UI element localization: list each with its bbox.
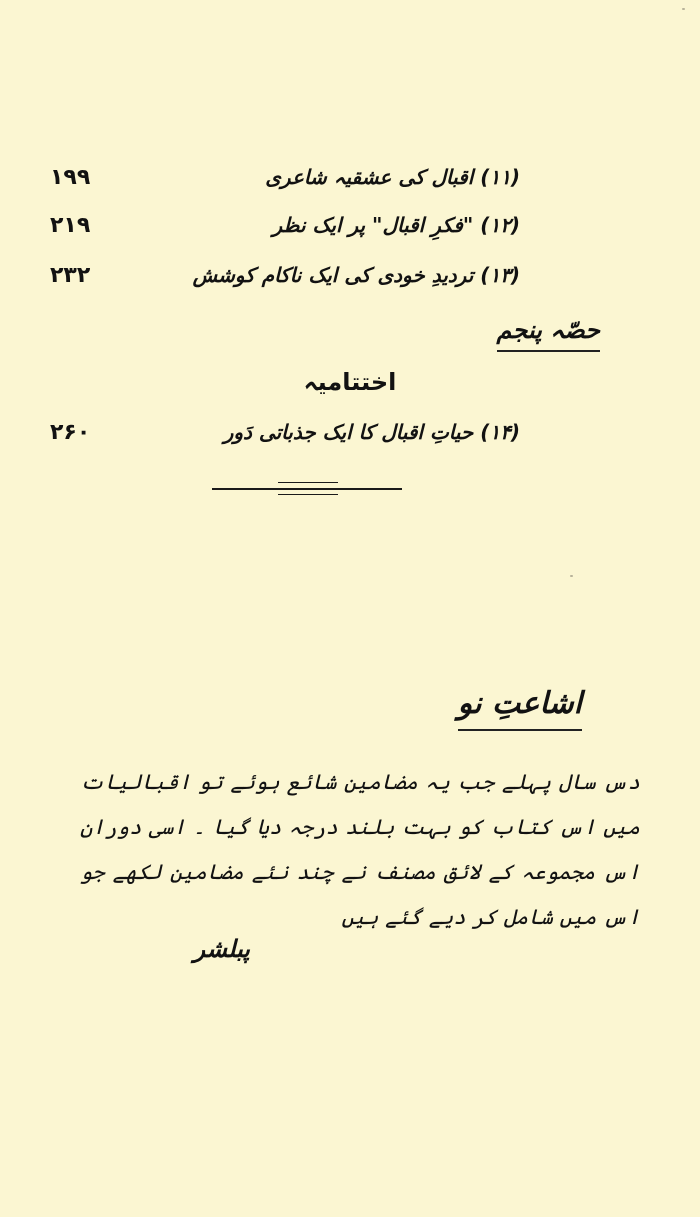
divider-rule [212,488,402,490]
divider-rule [278,482,338,483]
toc-entry [40,263,520,303]
toc-entry-title: (۱۳) تردیدِ خودی کی ایک ناکام کوشش [192,263,520,287]
toc-entry [40,213,520,253]
epilogue-heading: اختتامیہ [303,368,397,396]
notice-heading: اشاعتِ نو [458,686,582,731]
toc-entry-page: ۲۱۹ [50,213,91,238]
section-heading: حصّہ پنجم [497,316,600,352]
publisher-signature: پبلشر [193,935,250,963]
divider-rule [278,494,338,495]
toc-entry-title: (۱۲) "فکرِ اقبال" پر ایک نظر [272,213,520,237]
toc-entry-page: ۲۳۲ [50,263,91,288]
paper-speck [682,8,685,10]
paper-speck [570,575,573,577]
toc-entry-page: ۲۶۰ [50,420,91,445]
toc-entry-title: (۱۱) اقبال کی عشقیہ شاعری [265,165,520,189]
notice-body: دس سال پہلے جب یہ مضامین شائع ہوئے تو اقبالیات میں اس کتاب کو بہت بلند درجہ دیا گیا ۔ اسی دوران اس مجموعہ کے لائق مصنف نے چند نئے مضامین لکھے جو اس میں شامل کر دیے گئے ہیں [80,770,640,929]
toc-entry-final [40,420,520,460]
toc-entry [40,165,520,205]
toc-entry-page: ۱۹۹ [50,165,91,190]
toc-entry-title: (۱۴) حیاتِ اقبال کا ایک جذباتی دَور [223,420,520,444]
